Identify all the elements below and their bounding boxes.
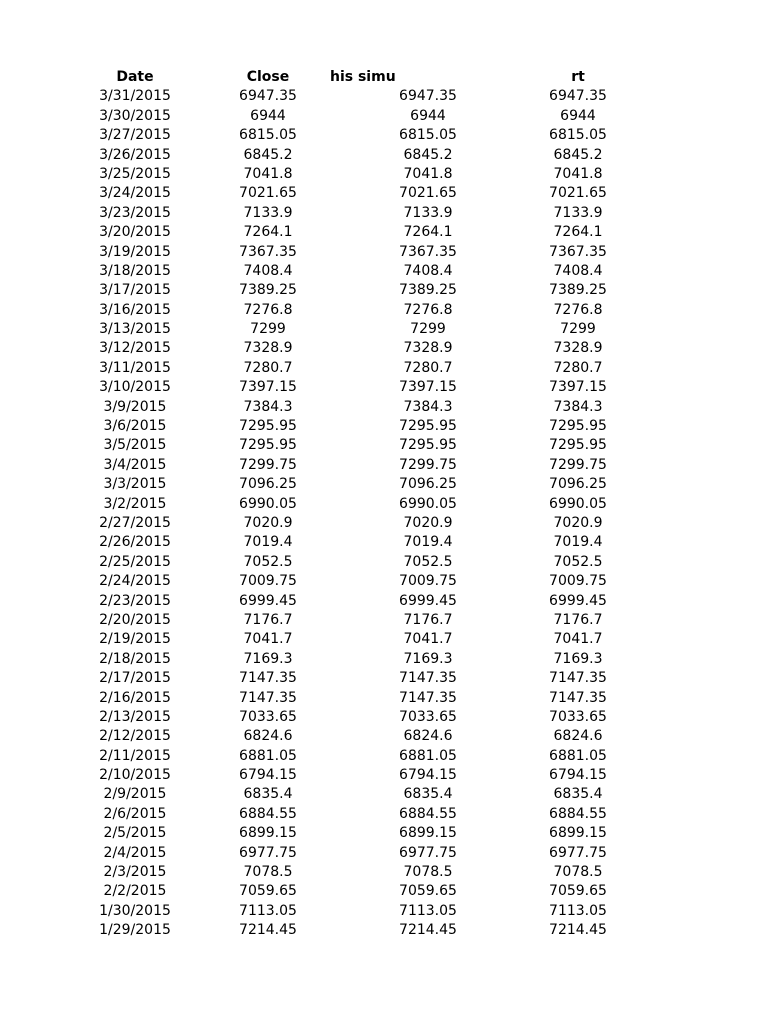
cell-date: 3/10/2015	[99, 379, 171, 396]
cell-his-simu: 6815.05	[399, 127, 457, 144]
table-row	[0, 863, 768, 882]
cell-his-simu: 7328.9	[403, 340, 453, 357]
cell-date: 3/13/2015	[99, 321, 171, 338]
cell-rt: 7041.7	[553, 631, 603, 648]
cell-his-simu: 7019.4	[403, 534, 453, 551]
cell-rt: 7096.25	[549, 476, 607, 493]
cell-close: 7052.5	[243, 553, 293, 570]
cell-close: 7295.95	[239, 437, 297, 454]
cell-his-simu: 7041.7	[403, 631, 453, 648]
cell-close: 7096.25	[239, 476, 297, 493]
cell-date: 3/11/2015	[99, 359, 171, 376]
cell-rt: 6947.35	[549, 88, 607, 105]
cell-date: 2/4/2015	[103, 844, 167, 861]
cell-his-simu: 6794.15	[399, 767, 457, 784]
table-row	[0, 378, 768, 397]
table-row	[0, 436, 768, 455]
cell-rt: 7408.4	[553, 262, 603, 279]
cell-his-simu: 7041.8	[403, 165, 453, 182]
cell-close: 7389.25	[239, 282, 297, 299]
table-row	[0, 592, 768, 611]
table-body	[0, 87, 768, 940]
cell-date: 2/2/2015	[103, 883, 167, 900]
cell-rt: 7264.1	[553, 224, 603, 241]
cell-his-simu: 6977.75	[399, 844, 457, 861]
cell-his-simu: 6824.6	[403, 728, 453, 745]
cell-his-simu: 6947.35	[399, 88, 457, 105]
cell-rt: 7113.05	[549, 902, 607, 919]
cell-date: 2/16/2015	[99, 689, 171, 706]
table-row	[0, 805, 768, 824]
cell-close: 7408.4	[243, 262, 293, 279]
cell-close: 6999.45	[239, 592, 297, 609]
header-row	[0, 68, 768, 87]
cell-rt: 7009.75	[549, 573, 607, 590]
table-row	[0, 689, 768, 708]
cell-close: 7397.15	[239, 379, 297, 396]
cell-rt: 6899.15	[549, 825, 607, 842]
cell-date: 3/17/2015	[99, 282, 171, 299]
cell-close: 6977.75	[239, 844, 297, 861]
cell-close: 7078.5	[243, 864, 293, 881]
cell-date: 2/17/2015	[99, 670, 171, 687]
cell-his-simu: 7295.95	[399, 437, 457, 454]
cell-date: 3/6/2015	[103, 418, 167, 435]
cell-his-simu: 6899.15	[399, 825, 457, 842]
header-his-simu: his simu	[330, 69, 396, 85]
cell-rt: 6794.15	[549, 767, 607, 784]
table-row	[0, 320, 768, 339]
table-row	[0, 281, 768, 300]
cell-close: 6881.05	[239, 747, 297, 764]
cell-close: 6815.05	[239, 127, 297, 144]
cell-date: 3/19/2015	[99, 243, 171, 260]
cell-close: 7384.3	[243, 398, 293, 415]
header-rt: rt	[571, 69, 585, 85]
cell-rt: 6815.05	[549, 127, 607, 144]
cell-close: 7280.7	[243, 359, 293, 376]
cell-date: 3/26/2015	[99, 146, 171, 163]
cell-date: 3/16/2015	[99, 301, 171, 318]
cell-his-simu: 7147.35	[399, 689, 457, 706]
data-table	[0, 68, 768, 941]
cell-date: 2/19/2015	[99, 631, 171, 648]
cell-close: 7059.65	[239, 883, 297, 900]
cell-rt: 6845.2	[553, 146, 603, 163]
cell-his-simu: 6845.2	[403, 146, 453, 163]
cell-rt: 7147.35	[549, 670, 607, 687]
cell-rt: 7328.9	[553, 340, 603, 357]
cell-rt: 6884.55	[549, 805, 607, 822]
cell-close: 7299.75	[239, 456, 297, 473]
cell-rt: 7147.35	[549, 689, 607, 706]
cell-rt: 7020.9	[553, 514, 603, 531]
cell-close: 7033.65	[239, 708, 297, 725]
cell-close: 6944	[250, 107, 286, 124]
table-row	[0, 533, 768, 552]
cell-close: 7009.75	[239, 573, 297, 590]
table-row	[0, 359, 768, 378]
cell-close: 7019.4	[243, 534, 293, 551]
cell-rt: 6944	[560, 107, 596, 124]
cell-his-simu: 7147.35	[399, 670, 457, 687]
cell-close: 7214.45	[239, 922, 297, 939]
cell-his-simu: 6884.55	[399, 805, 457, 822]
cell-close: 7147.35	[239, 689, 297, 706]
cell-his-simu: 7052.5	[403, 553, 453, 570]
cell-rt: 7021.65	[549, 185, 607, 202]
table-row	[0, 824, 768, 843]
cell-date: 2/25/2015	[99, 553, 171, 570]
table-row	[0, 301, 768, 320]
table-row	[0, 398, 768, 417]
cell-rt: 7059.65	[549, 883, 607, 900]
cell-rt: 7367.35	[549, 243, 607, 260]
table-row	[0, 902, 768, 921]
cell-rt: 7299	[560, 321, 596, 338]
cell-rt: 7133.9	[553, 204, 603, 221]
cell-date: 3/25/2015	[99, 165, 171, 182]
table-row	[0, 262, 768, 281]
cell-date: 2/10/2015	[99, 767, 171, 784]
cell-date: 3/31/2015	[99, 88, 171, 105]
table-row	[0, 417, 768, 436]
table-row	[0, 785, 768, 804]
cell-his-simu: 7384.3	[403, 398, 453, 415]
table-row	[0, 921, 768, 940]
cell-rt: 6990.05	[549, 495, 607, 512]
cell-date: 3/24/2015	[99, 185, 171, 202]
table-row	[0, 184, 768, 203]
cell-his-simu: 7408.4	[403, 262, 453, 279]
cell-his-simu: 7020.9	[403, 514, 453, 531]
cell-rt: 7019.4	[553, 534, 603, 551]
cell-his-simu: 7021.65	[399, 185, 457, 202]
cell-date: 2/23/2015	[99, 592, 171, 609]
cell-close: 6794.15	[239, 767, 297, 784]
cell-his-simu: 6881.05	[399, 747, 457, 764]
table-row	[0, 223, 768, 242]
cell-close: 6990.05	[239, 495, 297, 512]
cell-close: 7113.05	[239, 902, 297, 919]
table-row	[0, 243, 768, 262]
cell-close: 7299	[250, 321, 286, 338]
cell-his-simu: 7113.05	[399, 902, 457, 919]
cell-rt: 6999.45	[549, 592, 607, 609]
table-row	[0, 495, 768, 514]
table-row	[0, 747, 768, 766]
cell-date: 1/29/2015	[99, 922, 171, 939]
table-row	[0, 669, 768, 688]
table-row	[0, 339, 768, 358]
cell-close: 6835.4	[243, 786, 293, 803]
cell-close: 6947.35	[239, 88, 297, 105]
table-row	[0, 630, 768, 649]
cell-date: 3/2/2015	[103, 495, 167, 512]
table-row	[0, 727, 768, 746]
cell-his-simu: 7169.3	[403, 650, 453, 667]
table-row	[0, 650, 768, 669]
cell-his-simu: 7078.5	[403, 864, 453, 881]
cell-close: 6899.15	[239, 825, 297, 842]
table-row	[0, 611, 768, 630]
cell-his-simu: 7389.25	[399, 282, 457, 299]
cell-close: 7133.9	[243, 204, 293, 221]
cell-rt: 7033.65	[549, 708, 607, 725]
table-row	[0, 882, 768, 901]
cell-his-simu: 7397.15	[399, 379, 457, 396]
cell-close: 7176.7	[243, 611, 293, 628]
cell-date: 2/5/2015	[103, 825, 167, 842]
cell-close: 7041.8	[243, 165, 293, 182]
cell-rt: 7295.95	[549, 437, 607, 454]
cell-date: 3/20/2015	[99, 224, 171, 241]
cell-date: 3/18/2015	[99, 262, 171, 279]
table-row	[0, 165, 768, 184]
cell-date: 3/12/2015	[99, 340, 171, 357]
cell-his-simu: 7299.75	[399, 456, 457, 473]
cell-his-simu: 7214.45	[399, 922, 457, 939]
cell-date: 2/13/2015	[99, 708, 171, 725]
cell-his-simu: 6944	[410, 107, 446, 124]
cell-rt: 7041.8	[553, 165, 603, 182]
table-row	[0, 126, 768, 145]
cell-date: 2/6/2015	[103, 805, 167, 822]
table-row	[0, 456, 768, 475]
cell-date: 2/27/2015	[99, 514, 171, 531]
cell-his-simu: 7299	[410, 321, 446, 338]
cell-rt: 7169.3	[553, 650, 603, 667]
cell-rt: 6977.75	[549, 844, 607, 861]
cell-his-simu: 7133.9	[403, 204, 453, 221]
cell-rt: 7295.95	[549, 418, 607, 435]
cell-close: 7276.8	[243, 301, 293, 318]
cell-date: 3/30/2015	[99, 107, 171, 124]
cell-his-simu: 7059.65	[399, 883, 457, 900]
cell-close: 6824.6	[243, 728, 293, 745]
cell-his-simu: 7176.7	[403, 611, 453, 628]
cell-his-simu: 6999.45	[399, 592, 457, 609]
table-row	[0, 844, 768, 863]
cell-date: 2/24/2015	[99, 573, 171, 590]
table-row	[0, 204, 768, 223]
cell-date: 3/23/2015	[99, 204, 171, 221]
cell-date: 2/12/2015	[99, 728, 171, 745]
table-row	[0, 572, 768, 591]
cell-rt: 7276.8	[553, 301, 603, 318]
cell-rt: 7384.3	[553, 398, 603, 415]
cell-his-simu: 7096.25	[399, 476, 457, 493]
cell-his-simu: 7033.65	[399, 708, 457, 725]
cell-his-simu: 6835.4	[403, 786, 453, 803]
cell-date: 2/11/2015	[99, 747, 171, 764]
cell-rt: 7052.5	[553, 553, 603, 570]
cell-rt: 7280.7	[553, 359, 603, 376]
cell-close: 7264.1	[243, 224, 293, 241]
cell-date: 3/27/2015	[99, 127, 171, 144]
cell-close: 7367.35	[239, 243, 297, 260]
table-row	[0, 475, 768, 494]
cell-rt: 7397.15	[549, 379, 607, 396]
cell-date: 2/9/2015	[103, 786, 167, 803]
cell-close: 7169.3	[243, 650, 293, 667]
cell-close: 7147.35	[239, 670, 297, 687]
cell-his-simu: 7264.1	[403, 224, 453, 241]
cell-date: 3/5/2015	[103, 437, 167, 454]
cell-date: 3/4/2015	[103, 456, 167, 473]
cell-close: 7295.95	[239, 418, 297, 435]
cell-close: 6884.55	[239, 805, 297, 822]
cell-close: 6845.2	[243, 146, 293, 163]
cell-rt: 7214.45	[549, 922, 607, 939]
table-row	[0, 146, 768, 165]
cell-rt: 7078.5	[553, 864, 603, 881]
cell-rt: 7176.7	[553, 611, 603, 628]
cell-close: 7328.9	[243, 340, 293, 357]
cell-his-simu: 7280.7	[403, 359, 453, 376]
header-close: Close	[246, 69, 290, 85]
table-row	[0, 766, 768, 785]
cell-rt: 6835.4	[553, 786, 603, 803]
cell-rt: 7389.25	[549, 282, 607, 299]
cell-date: 2/26/2015	[99, 534, 171, 551]
cell-rt: 6881.05	[549, 747, 607, 764]
cell-rt: 7299.75	[549, 456, 607, 473]
cell-his-simu: 6990.05	[399, 495, 457, 512]
cell-close: 7041.7	[243, 631, 293, 648]
table-row	[0, 87, 768, 106]
cell-close: 7021.65	[239, 185, 297, 202]
cell-his-simu: 7295.95	[399, 418, 457, 435]
table-row	[0, 514, 768, 533]
cell-date: 3/3/2015	[103, 476, 167, 493]
cell-rt: 6824.6	[553, 728, 603, 745]
cell-his-simu: 7009.75	[399, 573, 457, 590]
header-date: Date	[116, 69, 154, 85]
cell-date: 2/20/2015	[99, 611, 171, 628]
cell-close: 7020.9	[243, 514, 293, 531]
cell-his-simu: 7367.35	[399, 243, 457, 260]
table-row	[0, 553, 768, 572]
cell-date: 2/18/2015	[99, 650, 171, 667]
table-row	[0, 107, 768, 126]
cell-date: 2/3/2015	[103, 864, 167, 881]
table-row	[0, 708, 768, 727]
cell-date: 1/30/2015	[99, 902, 171, 919]
cell-date: 3/9/2015	[103, 398, 167, 415]
cell-his-simu: 7276.8	[403, 301, 453, 318]
